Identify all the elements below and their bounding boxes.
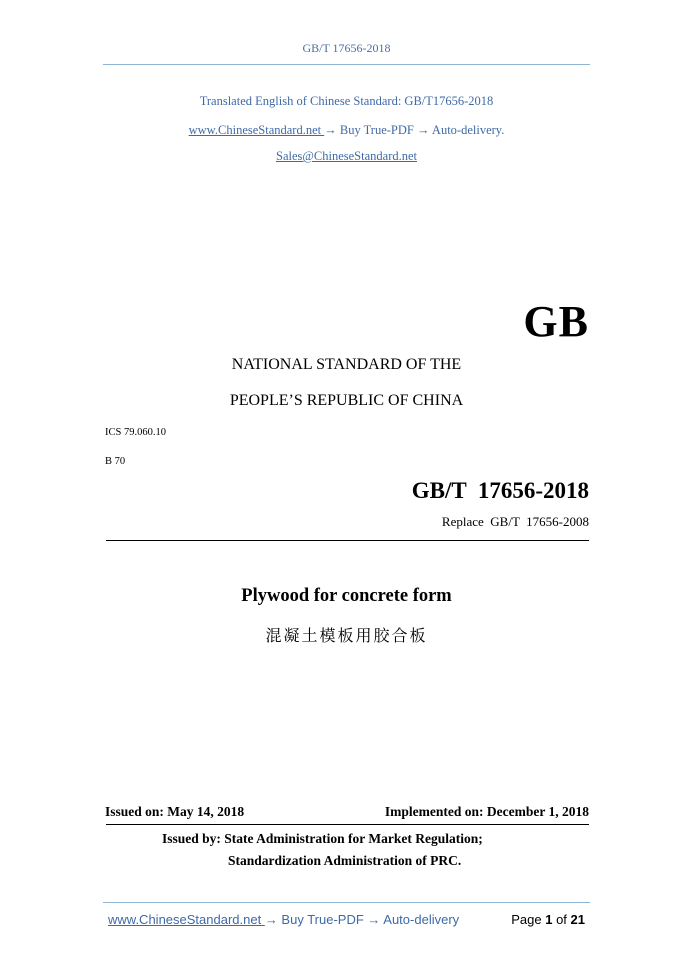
chinesestandard-link[interactable]: www.ChineseStandard.net bbox=[188, 123, 325, 137]
national-standard-line1: NATIONAL STANDARD OF THE bbox=[231, 356, 462, 373]
sales-email-link[interactable]: Sales@ChineseStandard.net bbox=[276, 149, 417, 163]
buy-text: → Buy True-PDF → Auto-delivery. bbox=[324, 123, 505, 137]
issued-by-line1: Issued by: State Administration for Market Regulation; bbox=[162, 831, 483, 846]
issued-on: Issued on: May 14, 2018 bbox=[105, 804, 245, 819]
buy-line bbox=[0, 123, 693, 138]
page-current: 1 bbox=[545, 912, 553, 927]
issued-by-line2: Standardization Administration of PRC. bbox=[228, 853, 462, 868]
dates-rule bbox=[106, 824, 589, 825]
implemented-on: Implemented on: December 1, 2018 bbox=[384, 804, 589, 819]
gb-mark: GB bbox=[523, 297, 589, 346]
ccs-code: B 70 bbox=[105, 456, 126, 467]
page-of: of bbox=[556, 912, 567, 927]
email-line bbox=[0, 149, 693, 164]
code-rule bbox=[106, 540, 589, 541]
page-indicator bbox=[511, 912, 585, 927]
replace-note: Replace GB/T 17656-2008 bbox=[441, 514, 589, 529]
footer-buy-line bbox=[108, 912, 459, 927]
running-header: GB/T 17656-2018 bbox=[302, 41, 391, 55]
footer-rule bbox=[103, 902, 590, 903]
national-standard-line2: PEOPLE’S REPUBLIC OF CHINA bbox=[229, 392, 464, 409]
title-chinese: 混凝土模板用胶合板 bbox=[265, 626, 428, 645]
footer-chinesestandard-link[interactable]: www.ChineseStandard.net bbox=[108, 912, 265, 927]
footer-buy-text: → Buy True-PDF → Auto-delivery bbox=[264, 912, 460, 927]
header-rule bbox=[103, 64, 590, 65]
title-english: Plywood for concrete form bbox=[241, 586, 452, 606]
standard-code: GB/T 17656-2018 bbox=[411, 478, 589, 503]
translation-notice: Translated English of Chinese Standard: GB/T17656-2018 bbox=[199, 94, 494, 108]
page-label: Page bbox=[511, 912, 542, 927]
page-total: 21 bbox=[570, 912, 585, 927]
ics-code: ICS 79.060.10 bbox=[105, 427, 166, 438]
